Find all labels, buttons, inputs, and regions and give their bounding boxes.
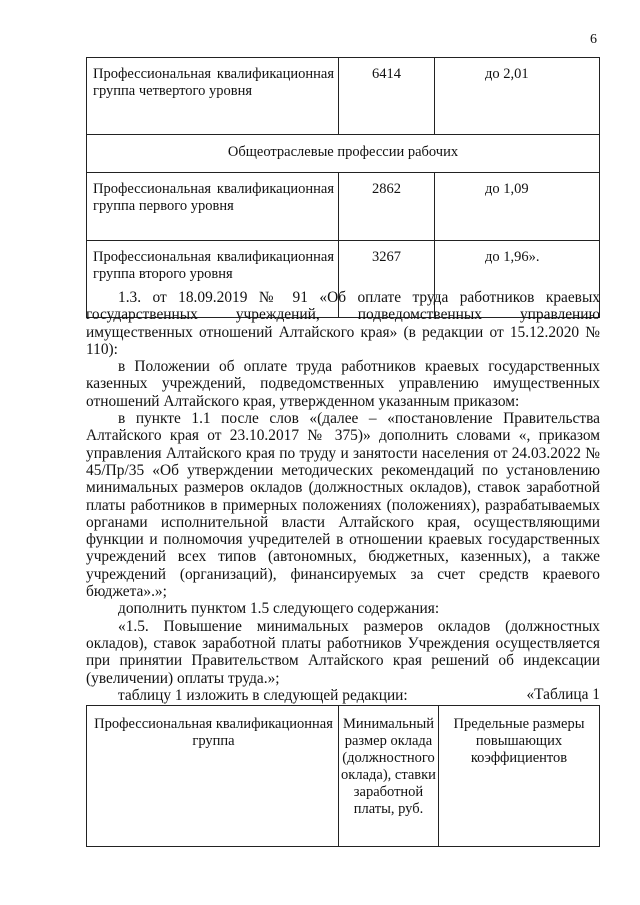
table-section-row bbox=[87, 135, 600, 173]
table-cell-coef: до 1,96». bbox=[435, 241, 600, 318]
table-cell-salary: 6414 bbox=[339, 58, 435, 135]
table-1-header bbox=[86, 705, 600, 847]
paragraph-1-5-text: «1.5. Повышение минимальных размеров окладов (должностных окладов), ставок заработной платы работников Учреждения осуществляется при принятии Правительством Алтайского края решений об индексации (увеличении) оплаты труда.»; bbox=[86, 617, 600, 687]
header-salary: Минимальный размер оклада (должностного оклада), ставки заработной платы, руб. bbox=[339, 706, 439, 847]
table-cell-salary: 2862 bbox=[339, 173, 435, 241]
table-label: «Таблица 1 bbox=[526, 686, 600, 703]
table-cell-group: Профессиональная квалификационная группа четвертого уровня bbox=[87, 58, 339, 135]
header-coef: Предельные размеры повышающих коэффициентов bbox=[439, 706, 600, 847]
table-row bbox=[87, 173, 600, 241]
coefficients-table-top bbox=[86, 57, 600, 318]
table-cell-coef: до 2,01 bbox=[435, 58, 600, 135]
table-cell-coef: до 1,09 bbox=[435, 173, 600, 241]
table-cell-group: Профессиональная квалификационная группа второго уровня bbox=[87, 241, 339, 318]
header-group: Профессиональная квалификационная группа bbox=[87, 706, 339, 847]
table-cell-group: Профессиональная квалификационная группа первого уровня bbox=[87, 173, 339, 241]
page-number: 6 bbox=[590, 32, 597, 47]
table-cell-salary: 3267 bbox=[339, 241, 435, 318]
table-section-title: Общеотраслевые профессии рабочих bbox=[87, 135, 600, 173]
paragraph-1-3: 1.3. от 18.09.2019 № 91 «Об оплате труда работников краевых государственных учреждений, подведомственных управлению имущественных отношений Алтайского края» (в редакции от 15.12.2020 № 110): bbox=[86, 289, 600, 358]
paragraph-table-1: таблицу 1 изложить в следующей редакции: bbox=[118, 686, 408, 704]
paragraph-polozhenie: в Положении об оплате труда работников краевых государственных казенных учреждений, подведомственных управлению имущественных отношений Алтайского края, утвержденном указанным приказом: bbox=[86, 358, 600, 410]
document-body bbox=[86, 289, 600, 704]
table-header-row bbox=[87, 706, 600, 847]
paragraph-punkt-1-1: в пункте 1.1 после слов «(далее – «постановление Правительства Алтайского края от 23.10.2017 № 375)» дополнить словами «, приказом управления Алтайского края по труду и занятости населения от 24.03.2022 № 45/Пр/35 «Об утверждении методических рекомендаций по установлению минимальных размеров окладов (должностных окладов), ставок заработной платы работников в примерных положениях (положениях), разрабатываемых органами исполнительной власти Алтайского края, осуществляющими функции и полномочия учредителей в отношении краевых государственных учреждений всех типов (автономных, бюджетных, казенных), а также учреждений (организаций), финансируемых за счет средств краевого бюджета».»; bbox=[86, 410, 600, 601]
table-row bbox=[87, 58, 600, 135]
paragraph-add-1-5: дополнить пунктом 1.5 следующего содержания: bbox=[118, 600, 440, 618]
